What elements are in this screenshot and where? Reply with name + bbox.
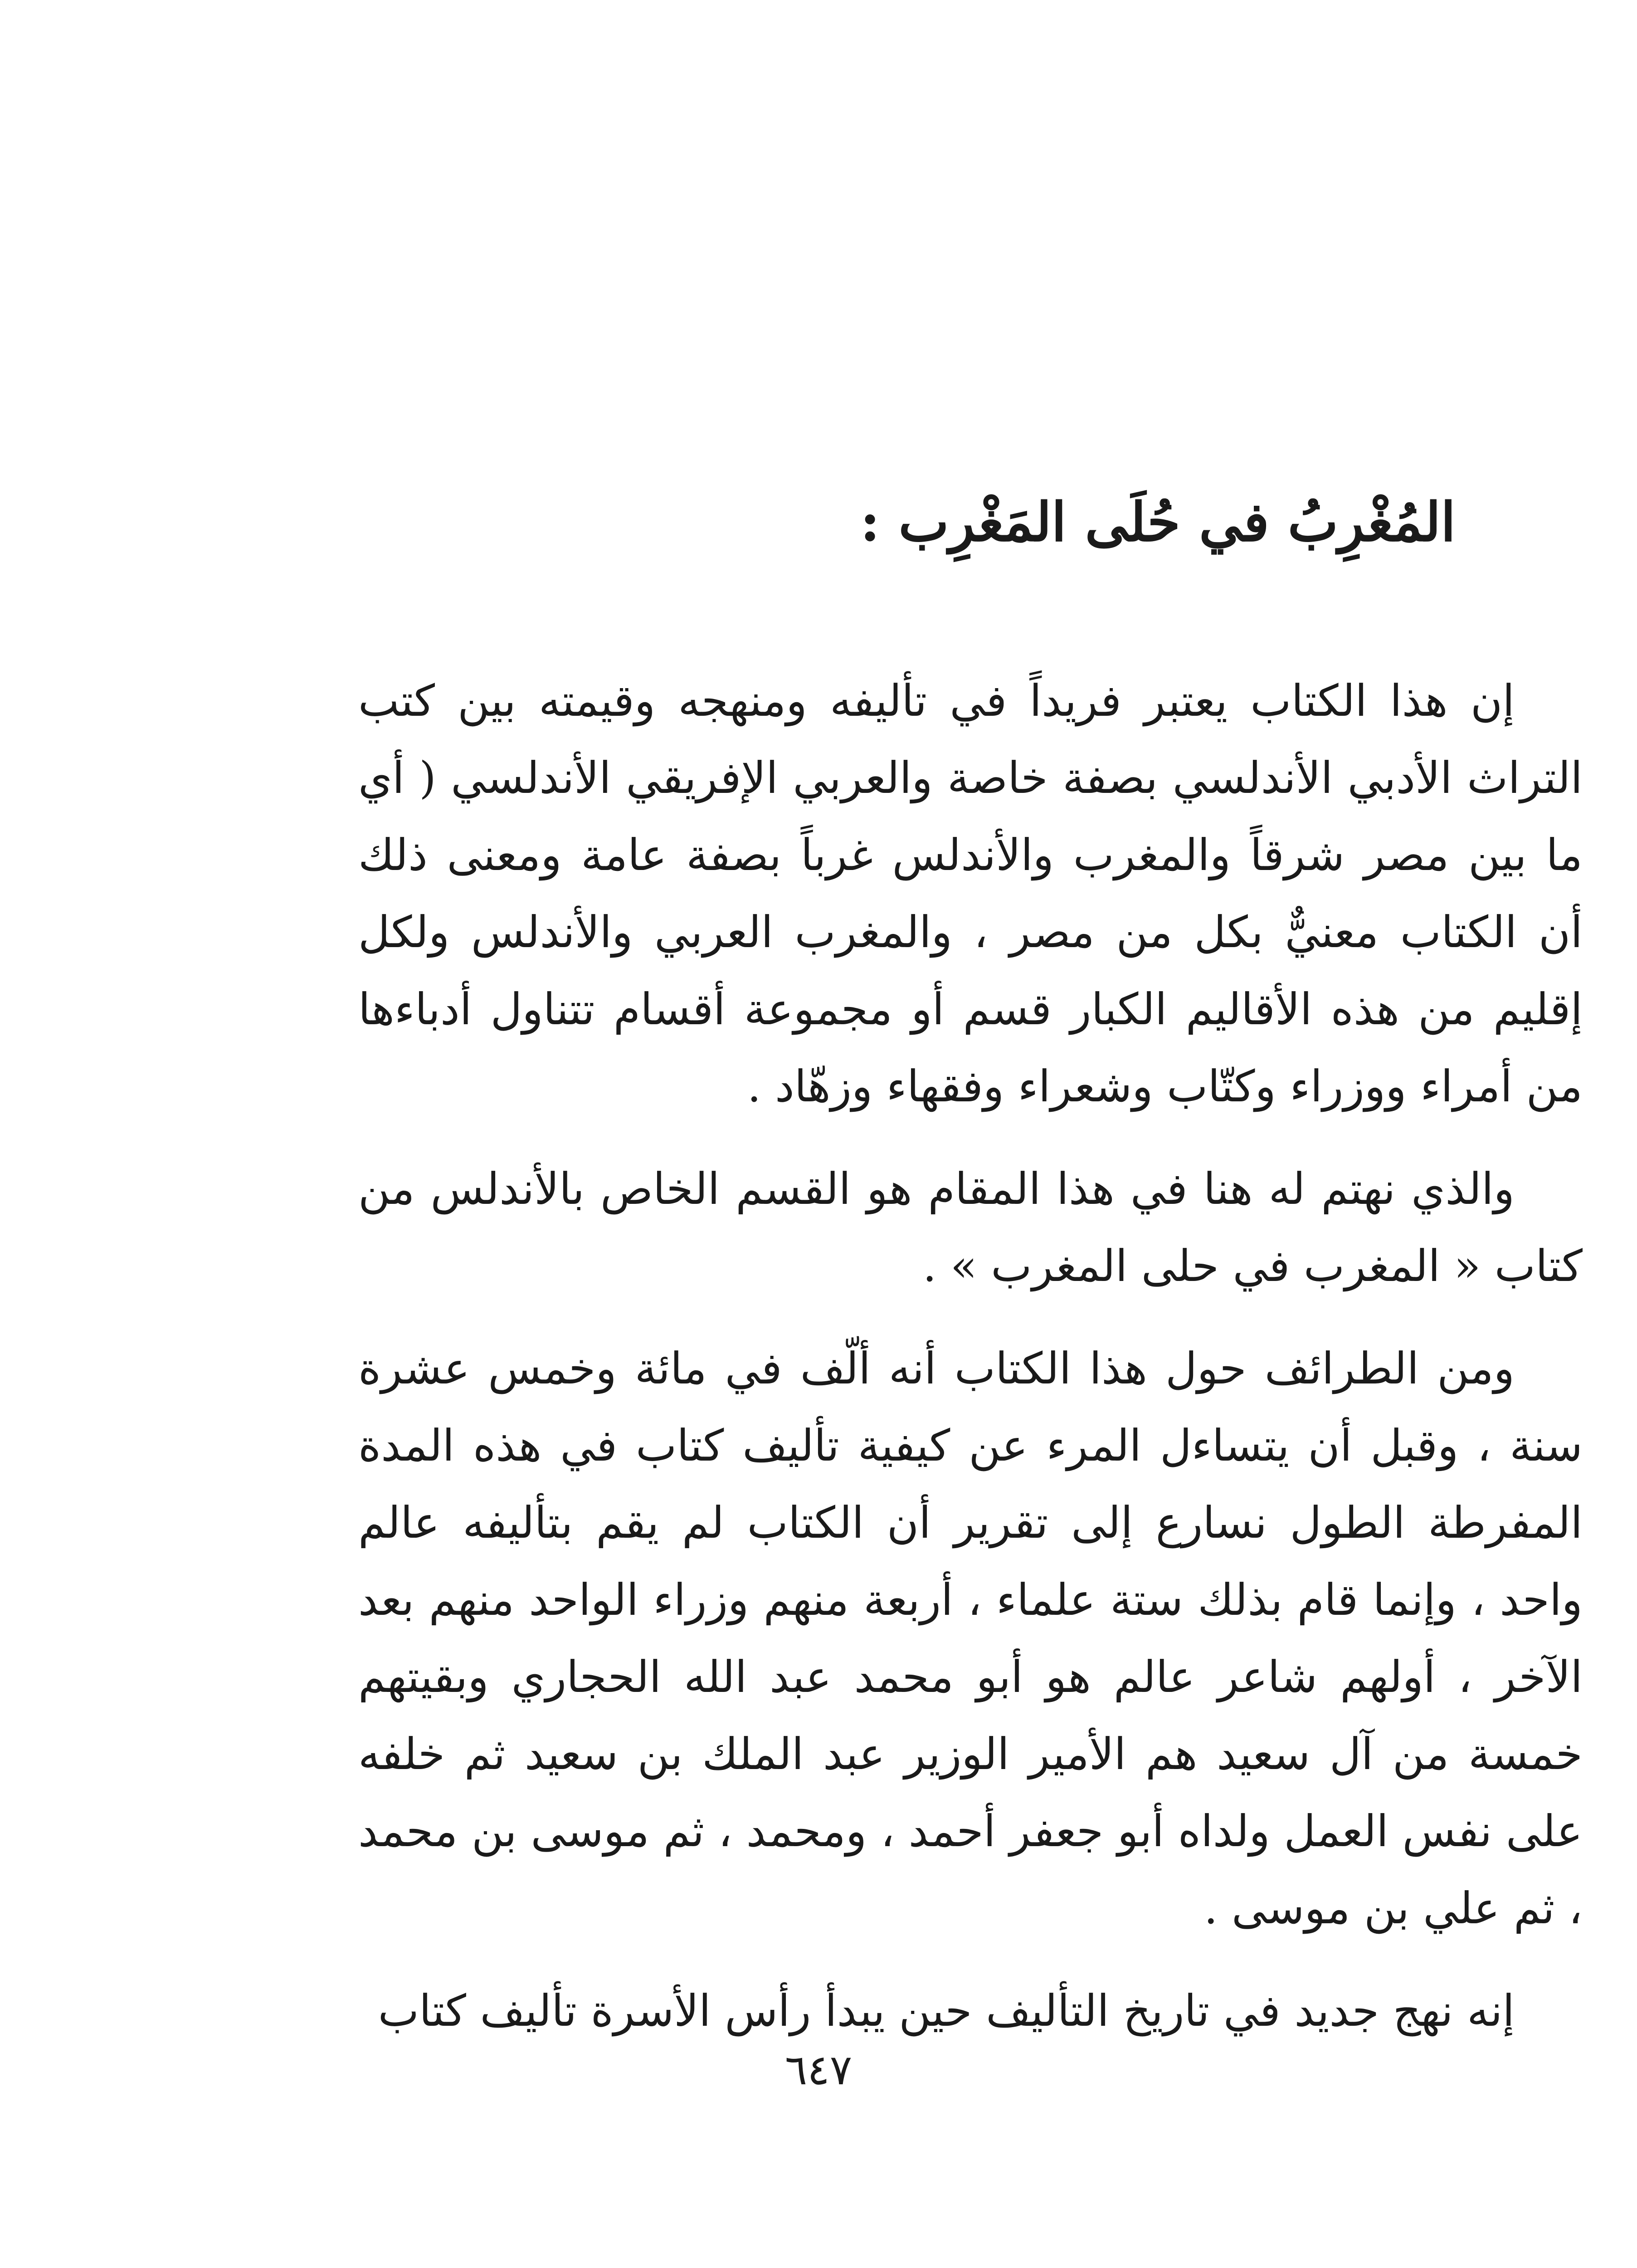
body-text — [358, 662, 1583, 2049]
paragraph-1: إن هذا الكتاب يعتبر فريداً في تأليفه ومنهجه وقيمته بين كتب التراث الأدبي الأندلسي بصفة خاصة والعربي الإفريقي الأندلسي ( أي ما بين مصر شرقاً والمغرب والأندلس غرباً بصفة عامة ومعنى ذلك أن الكتاب معنيٌّ بكل من مصر ، والمغرب العربي والأندلس ولكل إقليم من هذه الأقاليم الكبار قسم أو مجموعة أقسام تتناول أدباءها من أمراء ووزراء وكتّاب وشعراء وفقهاء وزهّاد . — [358, 675, 1583, 1112]
paragraph-2: والذي نهتم له هنا في هذا المقام هو القسم الخاص بالأندلس من كتاب « المغرب في حلى المغرب » . — [358, 1163, 1583, 1291]
section-heading: المُغْرِبُ في حُلَى المَغْرِب : — [860, 490, 1456, 553]
paragraph-3: ومن الطرائف حول هذا الكتاب أنه ألّف في مائة وخمس عشرة سنة ، وقبل أن يتساءل المرء عن كيفية تأليف كتاب في هذه المدة المفرطة الطول نسارع إلى تقرير أن الكتاب لم يقم بتأليفه عالم واحد ، وإنما قام بذلك ستة علماء ، أربعة منهم وزراء الواحد منهم بعد الآخر ، أولهم شاعر عالم هو أبو محمد عبد الله الحجاري وبقيتهم خمسة من آل سعيد هم الأمير الوزير عبد الملك بن سعيد ثم خلفه على نفس العمل ولداه أبو جعفر أحمد ، ومحمد ، ثم موسى بن محمد ، ثم علي بن موسى . — [358, 1343, 1583, 1934]
page-number: ٦٤٧ — [784, 2046, 853, 2094]
paragraph-4: إنه نهج جديد في تاريخ التأليف حين يبدأ رأس الأسرة تأليف كتاب — [378, 1985, 1515, 2036]
